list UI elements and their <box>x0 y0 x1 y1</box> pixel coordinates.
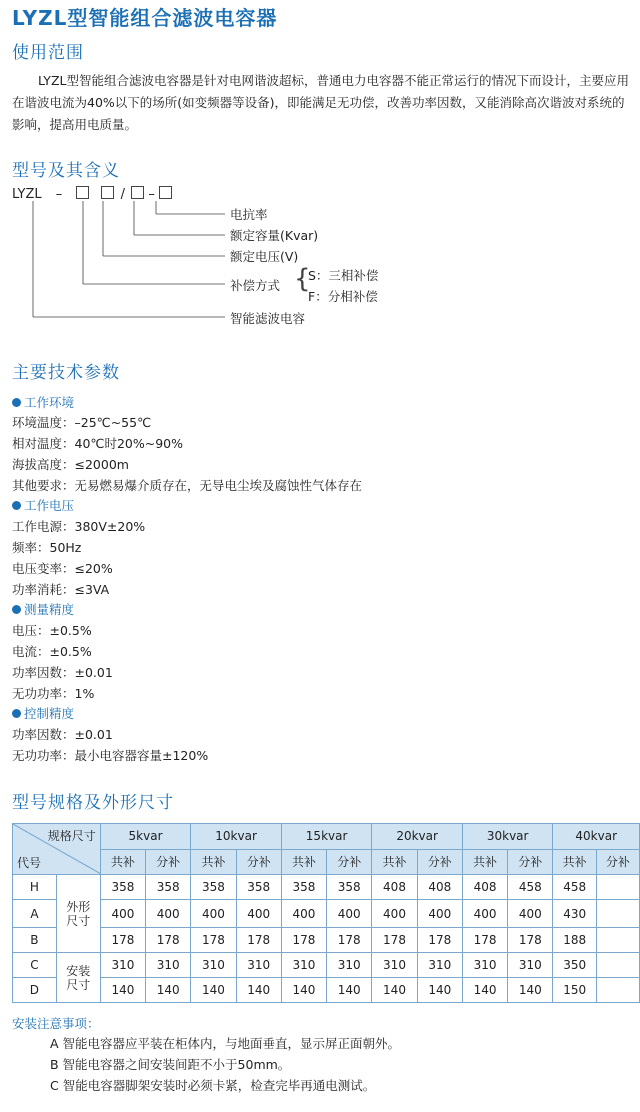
table-cell: 140 <box>146 978 191 1003</box>
bullet-icon <box>12 605 21 614</box>
table-cell: 178 <box>417 928 462 953</box>
sub-header: 共补 <box>281 849 326 875</box>
table-cell: 140 <box>462 978 507 1003</box>
size-header: 5kvar <box>100 824 191 850</box>
table-cell: 358 <box>327 875 372 900</box>
table-cell: 310 <box>281 953 326 978</box>
size-header: 20kvar <box>372 824 463 850</box>
corner-top: 规格尺寸 <box>47 829 96 843</box>
size-header: 15kvar <box>281 824 372 850</box>
params-heading: 主要技术参数 <box>12 363 120 383</box>
mode-brace: { <box>294 264 311 294</box>
env-title: 工作环境 <box>24 395 75 410</box>
table-cell: 310 <box>327 953 372 978</box>
table-row <box>13 928 640 953</box>
table-cell: 310 <box>508 953 553 978</box>
table-cell: 310 <box>417 953 462 978</box>
measure-line: 功率因数：±0.01 <box>12 665 113 680</box>
control-section <box>12 704 74 722</box>
row-code: A <box>13 900 57 928</box>
table-cell: 178 <box>508 928 553 953</box>
table-cell: 178 <box>462 928 507 953</box>
corner-cell <box>13 824 101 875</box>
table-cell: 178 <box>191 928 236 953</box>
control-title: 控制精度 <box>24 706 75 721</box>
table-cell: 140 <box>327 978 372 1003</box>
sub-header: 共补 <box>372 849 417 875</box>
model-heading: 型号及其含义 <box>12 161 120 181</box>
table-cell: 400 <box>191 900 236 928</box>
note-item: C 智能电容器脚架安装时必须卡紧，检查完毕再通电测试。 <box>50 1078 376 1093</box>
table-cell: 358 <box>281 875 326 900</box>
sub-header: 共补 <box>462 849 507 875</box>
table-cell: 400 <box>508 900 553 928</box>
notes-title: 安装注意事项： <box>12 1016 100 1031</box>
measure-line: 电压：±0.5% <box>12 623 92 638</box>
table-cell: 178 <box>146 928 191 953</box>
capacity-box-1 <box>101 186 114 199</box>
voltage-line: 电压变率：≤20% <box>12 561 113 576</box>
table-cell: 408 <box>417 875 462 900</box>
measure-line: 无功功率：1% <box>12 686 95 701</box>
sub-header: 分补 <box>596 849 639 875</box>
reactance-box <box>159 186 172 199</box>
corner-bottom: 代号 <box>17 856 42 870</box>
row-code: D <box>13 978 57 1003</box>
group-blank <box>56 928 100 953</box>
voltage-box <box>76 186 89 199</box>
voltage-title: 工作电压 <box>24 498 75 513</box>
spec-table <box>12 823 640 1003</box>
table-cell <box>596 900 639 928</box>
table-cell: 178 <box>100 928 145 953</box>
sub-header: 分补 <box>417 849 462 875</box>
table-cell: 310 <box>146 953 191 978</box>
table-cell: 358 <box>100 875 145 900</box>
table-cell: 400 <box>236 900 281 928</box>
label-mode-s: S：三相补偿 <box>308 268 379 283</box>
table-cell: 178 <box>327 928 372 953</box>
table-cell: 310 <box>100 953 145 978</box>
label-product: 智能滤波电容 <box>230 311 306 326</box>
table-cell: 140 <box>372 978 417 1003</box>
usage-heading: 使用范围 <box>12 43 84 63</box>
sub-header: 共补 <box>553 849 596 875</box>
group-blank <box>56 875 100 900</box>
table-cell: 310 <box>462 953 507 978</box>
env-line: 环境温度：–25℃~55℃ <box>12 415 152 430</box>
table-cell: 458 <box>553 875 596 900</box>
spec-heading: 型号规格及外形尺寸 <box>12 793 174 813</box>
table-cell: 140 <box>281 978 326 1003</box>
sub-header: 分补 <box>236 849 281 875</box>
table-cell <box>596 978 639 1003</box>
label-capacity: 额定容量(Kvar) <box>230 228 319 243</box>
row-code: H <box>13 875 57 900</box>
table-cell: 400 <box>327 900 372 928</box>
model-slash: / <box>120 187 126 202</box>
table-cell: 400 <box>462 900 507 928</box>
measure-section <box>12 600 74 618</box>
table-cell: 358 <box>191 875 236 900</box>
bullet-icon <box>12 709 21 718</box>
group-outline: 外形 尺寸 <box>56 900 100 928</box>
table-cell: 358 <box>146 875 191 900</box>
table-cell: 140 <box>417 978 462 1003</box>
table-cell: 400 <box>281 900 326 928</box>
table-cell: 400 <box>146 900 191 928</box>
sub-header: 分补 <box>508 849 553 875</box>
table-row <box>13 875 640 900</box>
sub-header: 共补 <box>100 849 145 875</box>
table-row <box>13 900 640 928</box>
table-cell: 178 <box>372 928 417 953</box>
table-cell: 400 <box>100 900 145 928</box>
page-title: LYZL型智能组合滤波电容器 <box>12 6 278 30</box>
table-cell: 188 <box>553 928 596 953</box>
env-line: 海拔高度：≤2000m <box>12 457 129 472</box>
env-section <box>12 393 74 411</box>
size-header: 40kvar <box>553 824 640 850</box>
bullet-icon <box>12 398 21 407</box>
table-row <box>13 953 640 978</box>
capacity-box-2 <box>131 186 144 199</box>
table-cell <box>596 928 639 953</box>
voltage-section <box>12 496 74 514</box>
row-code: C <box>13 953 57 978</box>
table-cell: 310 <box>372 953 417 978</box>
note-item: A 智能电容器应平装在柜体内，与地面垂直，显示屏正面朝外。 <box>50 1036 401 1051</box>
control-line: 功率因数：±0.01 <box>12 727 113 742</box>
size-header: 10kvar <box>191 824 282 850</box>
table-cell: 310 <box>191 953 236 978</box>
voltage-line: 工作电源：380V±20% <box>12 519 146 534</box>
table-cell: 178 <box>281 928 326 953</box>
table-cell <box>596 953 639 978</box>
sub-header: 分补 <box>327 849 372 875</box>
table-cell: 400 <box>372 900 417 928</box>
bullet-icon <box>12 501 21 510</box>
model-dash-2: – <box>148 187 155 202</box>
label-mode: 补偿方式 <box>230 278 281 293</box>
sub-header: 分补 <box>146 849 191 875</box>
table-cell <box>596 875 639 900</box>
table-cell: 408 <box>462 875 507 900</box>
table-cell: 430 <box>553 900 596 928</box>
table-cell: 458 <box>508 875 553 900</box>
table-cell: 358 <box>236 875 281 900</box>
table-cell: 178 <box>236 928 281 953</box>
label-reactance: 电抗率 <box>230 207 268 222</box>
voltage-line: 频率：50Hz <box>12 540 82 555</box>
model-dash-1: – <box>55 187 63 202</box>
table-cell: 400 <box>417 900 462 928</box>
usage-text: LYZL型智能组合滤波电容器是针对电网谐波超标，普通电力电容器不能正常运行的情况下而设计，主要应用在谐波电流为40%以下的场所(如变频器等设备)，即能满足无功偿，改善功率因数，又能消除高次谐波对系统的影响，提高用电质量。 <box>12 73 629 132</box>
voltage-line: 功率消耗：≤3VA <box>12 582 110 597</box>
table-cell: 140 <box>508 978 553 1003</box>
note-item: B 智能电容器之间安装间距不小于50mm。 <box>50 1057 291 1072</box>
label-voltage: 额定电压(V) <box>230 249 299 264</box>
measure-title: 测量精度 <box>24 602 75 617</box>
table-cell: 350 <box>553 953 596 978</box>
table-cell: 140 <box>191 978 236 1003</box>
model-prefix: LYZL <box>12 187 42 202</box>
env-line: 其他要求：无易燃易爆介质存在，无导电尘埃及腐蚀性气体存在 <box>12 478 363 493</box>
table-cell: 310 <box>236 953 281 978</box>
model-code <box>12 186 172 202</box>
table-cell: 140 <box>236 978 281 1003</box>
group-install: 安装 尺寸 <box>56 953 100 1003</box>
row-code: B <box>13 928 57 953</box>
measure-line: 电流：±0.5% <box>12 644 92 659</box>
table-cell: 150 <box>553 978 596 1003</box>
table-cell: 408 <box>372 875 417 900</box>
sub-header: 共补 <box>191 849 236 875</box>
env-line: 相对温度：40℃时20%~90% <box>12 436 183 451</box>
control-line: 无功功率：最小电容器容量±120% <box>12 748 209 763</box>
size-header: 30kvar <box>462 824 553 850</box>
table-row <box>13 978 640 1003</box>
label-mode-f: F：分相补偿 <box>308 289 378 304</box>
table-cell: 140 <box>100 978 145 1003</box>
